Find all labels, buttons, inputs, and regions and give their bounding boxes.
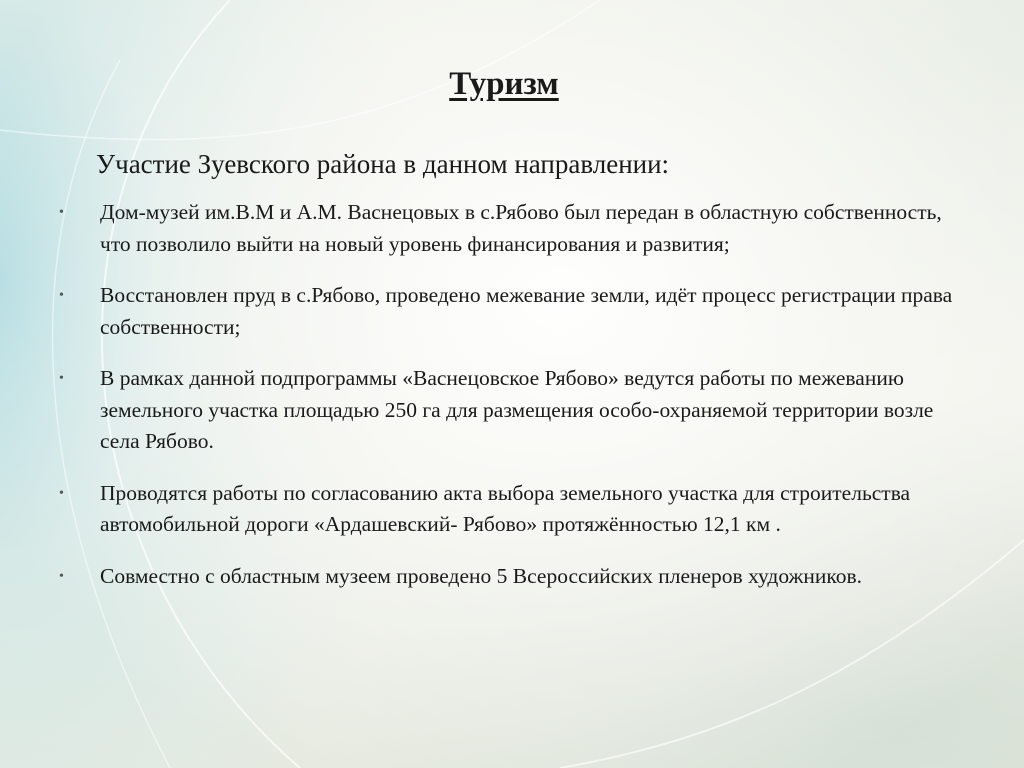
slide-title: Туризм: [449, 66, 559, 102]
bullet-item-5: [56, 561, 956, 593]
bullet-item-2: [56, 280, 956, 343]
bullet-list: [56, 197, 956, 612]
bullet-icon: •: [59, 205, 64, 220]
bullet-text: Проводятся работы по согласованию акта выбора земельного участка для строительства автомобильной дороги «Ардашевский- Рябово» протяжённостью 12,1 км .: [100, 480, 911, 536]
bullet-icon: •: [59, 485, 64, 501]
bullet-item-3: [56, 363, 956, 458]
bullet-item-4: [56, 478, 956, 541]
bullet-text: В рамках данной подпрограммы «Васнецовское Рябово» ведутся работы по межеванию земельного участка площадью 250 га для размещения особо-охраняемой территории возле села Рябово.: [100, 366, 934, 453]
bullet-text: Дом-музей им.В.М и А.М. Васнецовых в с.Рябово был передан в областную собственность, что позволило выйти на новый уровень финансирования и развития;: [100, 200, 942, 256]
bullet-icon: •: [59, 568, 64, 584]
bullet-icon: •: [59, 288, 64, 303]
bullet-text: Восстановлен пруд в с.Рябово, проведено межевание земли, идёт процесс регистрации права собственности;: [100, 283, 953, 339]
slide-subtitle: Участие Зуевского района в данном направлении:: [96, 149, 670, 179]
bullet-icon: •: [59, 371, 64, 386]
bullet-item-1: [56, 197, 956, 260]
bullet-text: Совместно с областным музеем проведено 5 Всероссийских пленеров художников.: [100, 563, 863, 588]
